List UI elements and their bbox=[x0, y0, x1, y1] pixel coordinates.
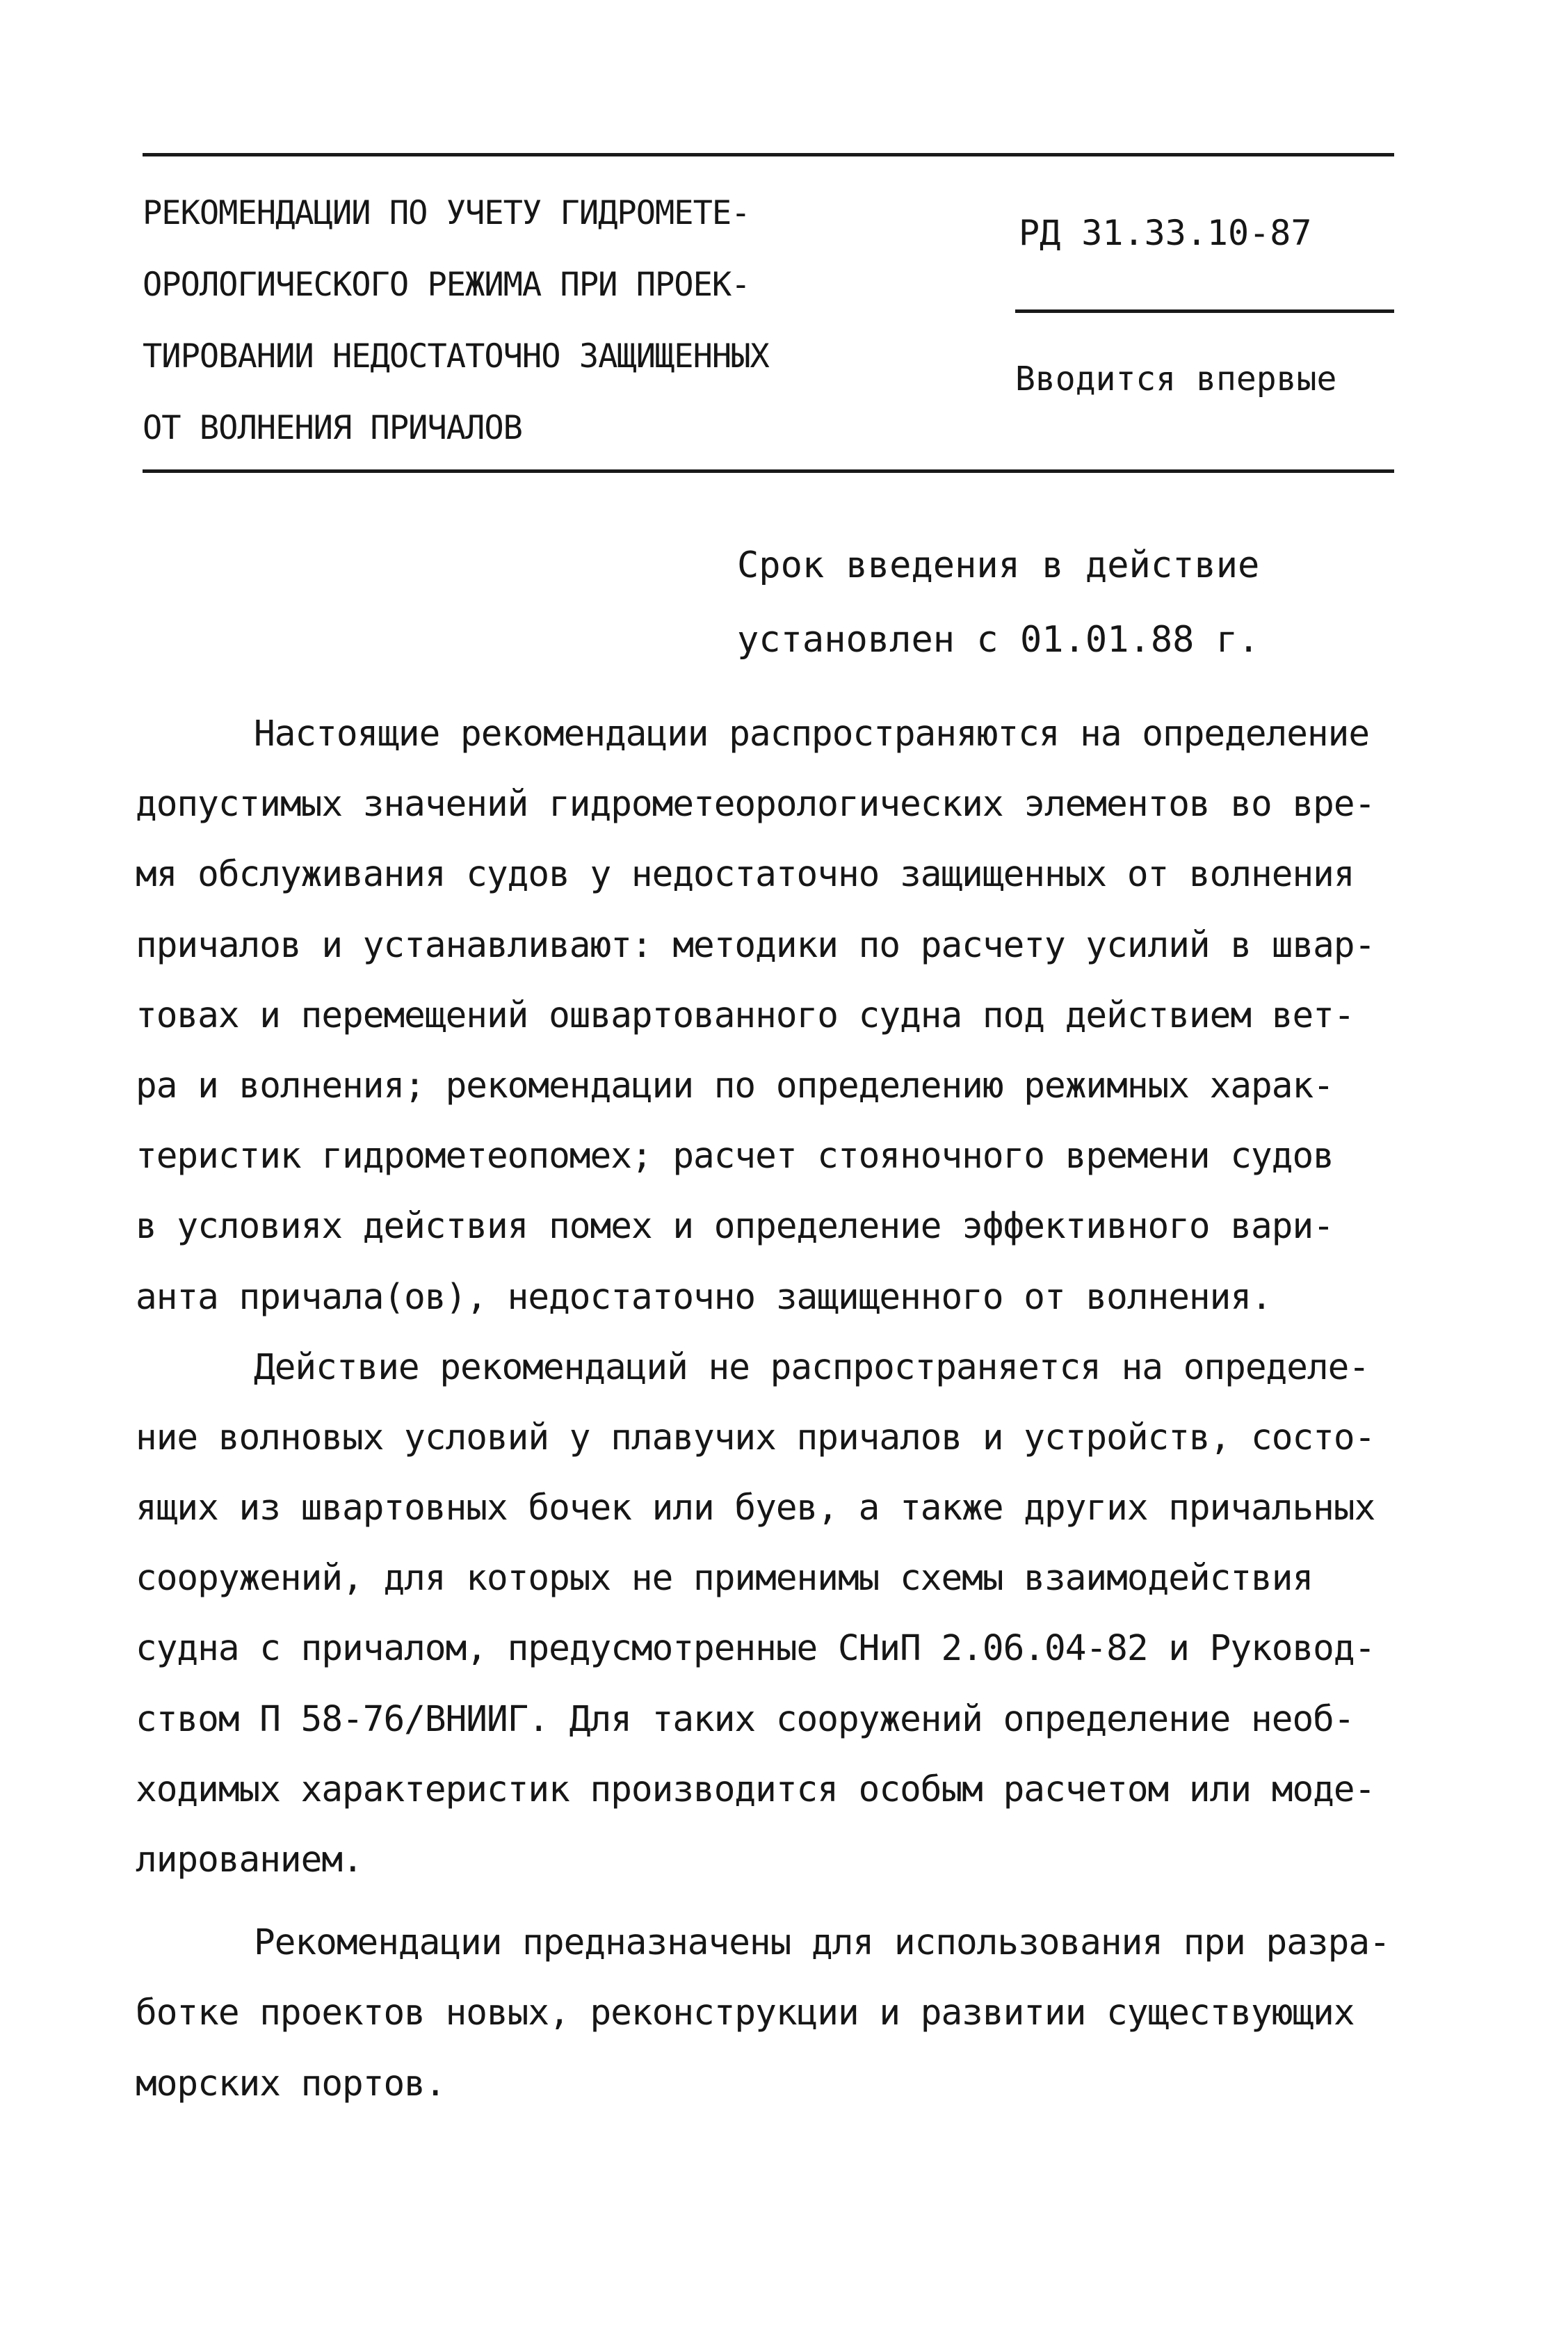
effective-date-block bbox=[737, 529, 1259, 677]
text-line: допустимых значений гидрометеорологических элементов во вре- bbox=[136, 784, 1375, 825]
title-line: РЕКОМЕНДАЦИИ ПО УЧЕТУ ГИДРОМЕТЕ- bbox=[143, 194, 750, 232]
text-line: Действие рекомендаций не распространяется на определе- bbox=[254, 1346, 1370, 1388]
text-line: ра и волнения; рекомендации по определению режимных харак- bbox=[136, 1065, 1334, 1106]
text-line: ние волновых условий у плавучих причалов и устройств, состо- bbox=[136, 1417, 1375, 1458]
text-line: анта причала(ов), недостаточно защищенного от волнения. bbox=[136, 1276, 1272, 1318]
text-line: Рекомендации предназначены для использования при разра- bbox=[254, 1922, 1390, 1964]
paragraph-exclusions bbox=[136, 1332, 1415, 1896]
text-line: морских портов. bbox=[136, 2063, 446, 2104]
status-note: Вводится впервые bbox=[1015, 360, 1337, 398]
text-line: Настоящие рекомендации распространяются на определение bbox=[254, 714, 1370, 755]
text-line: товах и перемещений ошвартованного судна под действием вет- bbox=[136, 994, 1355, 1036]
text-line: сооружений, для которых не применимы схемы взаимодействия bbox=[136, 1558, 1314, 1600]
effective-date-line: Срок введения в действие bbox=[737, 545, 1260, 586]
text-line: в условиях действия помех и определение эффективного вари- bbox=[136, 1206, 1334, 1248]
header-top-rule bbox=[143, 153, 1394, 156]
document-code: РД 31.33.10-87 bbox=[1019, 213, 1312, 253]
text-line: теристик гидрометеопомех; расчет стояночного времени судов bbox=[136, 1136, 1334, 1177]
text-line: ходимых характеристик производится особым расчетом или моде- bbox=[136, 1769, 1375, 1810]
text-line: ботке проектов новых, реконструкции и развитии существующих bbox=[136, 1992, 1355, 2034]
effective-date-line: установлен с 01.01.88 г. bbox=[737, 619, 1260, 661]
text-line: мя обслуживания судов у недостаточно защищенных от волнения bbox=[136, 854, 1355, 896]
header-code-divider bbox=[1015, 309, 1394, 313]
text-line: ством П 58-76/ВНИИГ. Для таких сооружений определение необ- bbox=[136, 1698, 1355, 1740]
text-line: причалов и устанавливают: методики по расчету усилий в швар- bbox=[136, 924, 1375, 966]
text-line: лированием. bbox=[136, 1839, 363, 1880]
paragraph-purpose bbox=[136, 1908, 1415, 2119]
text-line: судна с причалом, предусмотренные СНиП 2.06.04-82 и Руковод- bbox=[136, 1628, 1375, 1670]
header-bottom-rule bbox=[143, 469, 1394, 473]
paragraph-scope bbox=[136, 699, 1415, 1332]
title-line: ТИРОВАНИИ НЕДОСТАТОЧНО ЗАЩИЩЕННЫХ bbox=[143, 337, 769, 376]
title-line: ОТ ВОЛНЕНИЯ ПРИЧАЛОВ bbox=[143, 409, 522, 447]
title-line: ОРОЛОГИЧЕСКОГО РЕЖИМА ПРИ ПРОЕК- bbox=[143, 266, 750, 304]
document-title bbox=[143, 177, 998, 464]
paragraph-gap bbox=[136, 1895, 1415, 1908]
text-line: ящих из швартовных бочек или буев, а также других причальных bbox=[136, 1488, 1375, 1529]
body-text bbox=[136, 699, 1415, 2119]
